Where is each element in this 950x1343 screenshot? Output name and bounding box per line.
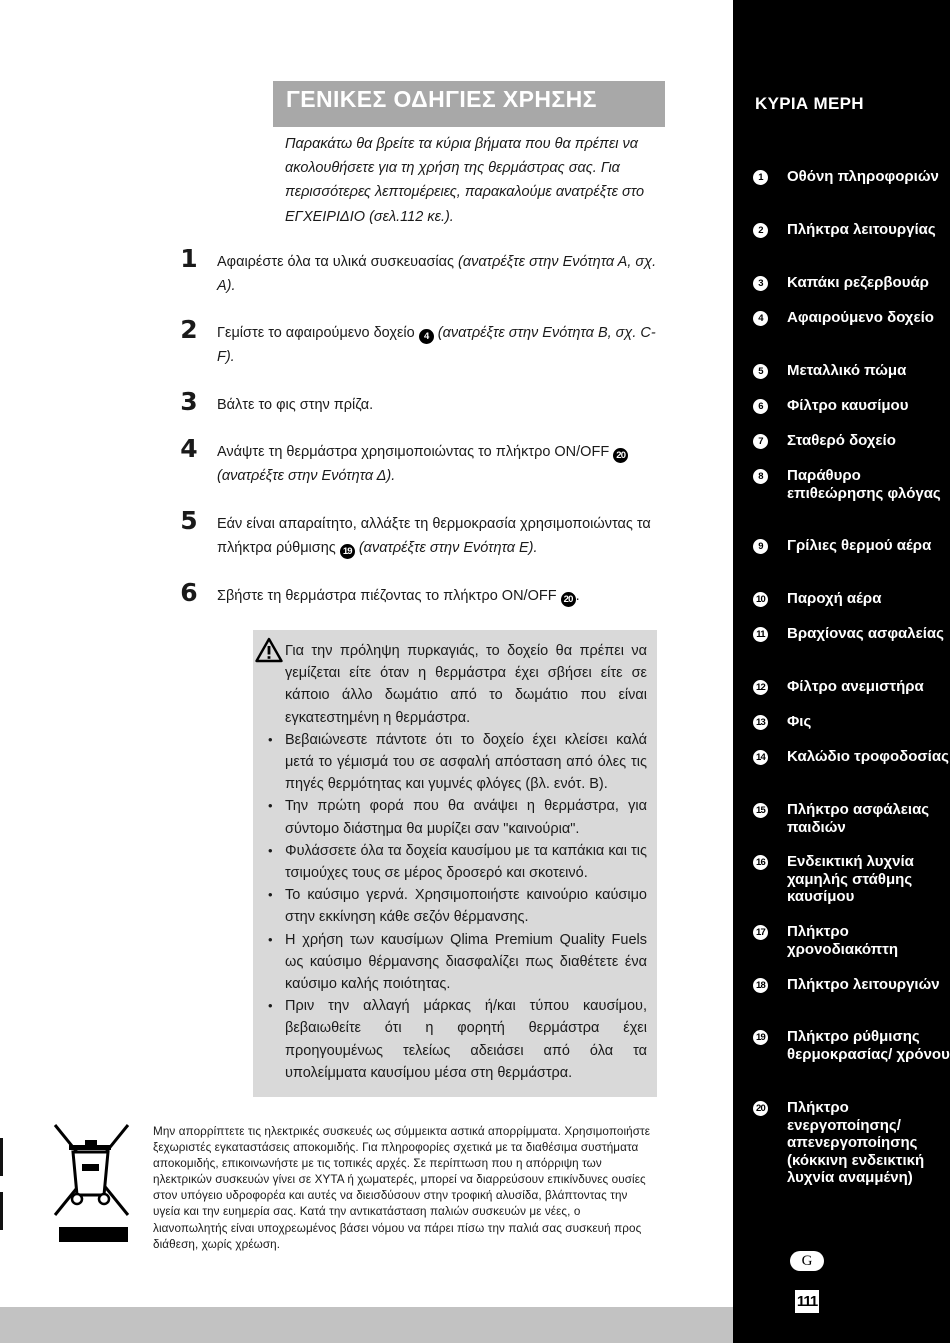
sidebar-title: ΚΥΡΙΑ ΜΕΡΗ bbox=[755, 94, 864, 113]
part-label: Πλήκτρα λειτουργίας bbox=[787, 221, 936, 238]
part-label: Φις bbox=[787, 713, 812, 730]
part-label: Οθόνη πληροφοριών bbox=[787, 168, 939, 185]
crossed-out-wheelie-bin-icon bbox=[52, 1121, 132, 1245]
margin-mark bbox=[0, 1192, 3, 1230]
part-label: Σταθερό δοχείο bbox=[787, 432, 896, 449]
part-number-badge: 1 bbox=[753, 170, 768, 185]
warning-item: • Φυλάσσετε όλα τα δοχεία καυσίμου με τα καπάκια και τις τσιμούχες τους σε μέρος δροσερό και σκοτεινό. bbox=[268, 842, 647, 882]
part-number-badge: 7 bbox=[753, 434, 768, 449]
warning-list bbox=[266, 640, 647, 1084]
part-label: Ενδεικτική λυχνία χαμηλής στάθμης καυσίμου bbox=[787, 853, 914, 905]
part-label: Γρίλιες θερμού αέρα bbox=[787, 537, 932, 554]
component-ref-badge: 4 bbox=[419, 329, 434, 344]
part-label: Πλήκτρο χρονοδιακόπτη bbox=[787, 923, 899, 958]
part-number-badge: 12 bbox=[753, 680, 768, 695]
part-number-badge: 9 bbox=[753, 539, 768, 554]
part-label: Βραχίονας ασφαλείας bbox=[787, 625, 944, 642]
part-label: Πλήκτρο ρύθμισης θερμοκρασίας/ χρόνου bbox=[787, 1028, 950, 1063]
title-banner bbox=[273, 81, 665, 127]
part-label: Φίλτρο καυσίμου bbox=[787, 397, 909, 414]
disposal-notice: Μην απορρίπτετε τις ηλεκτρικές συσκευές ως σύμμεικτα αστικά απορρίμματα. Χρησιμοποιήστε ξεχωριστές εγκαταστάσεις αποκομιδής. Για πληροφορίες σχετικά με τα διαθέσιμα συστήματα αποκομιδής, επικοινωνήστε με τις τοπικές αρχές. Σε περίπτωση που η απόρριψη των ηλεκτρικών συσκευών γίνει σε ΧΥΤΑ ή χωματερές, μπορεί να διαρρεύσουν επικίνδυνες ουσίες στον υπόγειο υδροφορέα και αυτές να διεισδύσουν στην τροφική αλυσίδα, βλάπτοντας την υγεία και την ευημερία σας. Κατά την αντικατάσταση παλιών συσκευών με νέες, ο λιανοπωλητής είναι υποχρεωμένος βάσει νόμου να πάρει πίσω την παλιά σας συσκευή προς διάθεση, χωρίς χρέωση. bbox=[153, 1125, 651, 1251]
part-label: Αφαιρούμενο δοχείο bbox=[787, 309, 934, 326]
part-label: Καπάκι ρεζερβουάρ bbox=[787, 274, 929, 291]
part-label: Μεταλλικό πώμα bbox=[787, 362, 907, 379]
intro-paragraph: Παρακάτω θα βρείτε τα κύρια βήματα που θα πρέπει να ακολουθήσετε για τη χρήση της θερμάστρας σας. Για περισσότερες λεπτομέρειες, παρακαλούμε ανατρέξτε στο ΕΓΧΕΙΡΙΔΙΟ (σελ.112 κε.). bbox=[285, 136, 645, 225]
warning-item: • Το καύσιμο γερνά. Χρησιμοποιήστε καινούριο καύσιμο στην εκκίνηση κάθε σεζόν θέρμανσης. bbox=[268, 887, 647, 926]
part-label: Φίλτρο ανεμιστήρα bbox=[787, 678, 924, 695]
part-number-badge: 4 bbox=[753, 311, 768, 326]
part-label: Παροχή αέρα bbox=[787, 590, 882, 607]
step-number: 5 bbox=[180, 506, 198, 535]
step-text: Ανάψτε τη θερμάστρα χρησιμοποιώντας το πλήκτρο ON/OFF 20 (ανατρέξτε στην Ενότητα Δ). bbox=[217, 440, 667, 488]
step-number: 3 bbox=[180, 387, 198, 416]
step-text: Εάν είναι απαραίτητο, αλλάξτε τη θερμοκρασία χρησιμοποιώντας τα πλήκτρα ρύθμισης 19 (ανατρέξτε στην Ενότητα Ε). bbox=[217, 516, 651, 558]
step-number: 1 bbox=[180, 244, 198, 273]
page-title: ΓΕΝΙΚΕΣ ΟΔΗΓΙΕΣ ΧΡΗΣΗΣ bbox=[286, 86, 597, 112]
warning-item: • Η χρήση των καυσίμων Qlima Premium Quality Fuels ως καύσιμο θέρμανσης διασφαλίζει πως διαθέτετε ένα καύσιμο καλής ποιότητας. bbox=[268, 931, 647, 993]
margin-mark bbox=[0, 1138, 3, 1176]
warning-item: • Πριν την αλλαγή μάρκας ή/και τύπου καυσίμου, βεβαιωθείτε ότι η φορητή θερμάστρα έχει προηγουμένως τελείως αδειάσει από όλα τα υπολείμματα καυσίμου μέσα στη θερμάστρα. bbox=[268, 998, 647, 1081]
part-number-badge: 13 bbox=[753, 715, 768, 730]
warning-intro: Για την πρόληψη πυρκαγιάς, το δοχείο θα πρέπει να γεμίζεται είτε όταν η θερμάστρα έχει σβήσει είτε σε κάποιο άλλο δωμάτιο από το δωμάτιο που είναι εγκατεστημένη η θερμάστρα. bbox=[285, 643, 647, 726]
warning-item: • Την πρώτη φορά που θα ανάψει η θερμάστρα, για σύντομο διάστημα θα μυρίζει σαν "καινούρια". bbox=[268, 798, 647, 837]
part-number-badge: 10 bbox=[753, 592, 768, 607]
part-number-badge: 17 bbox=[753, 925, 768, 940]
part-number-badge: 20 bbox=[753, 1101, 768, 1116]
footer-bar bbox=[0, 1307, 733, 1343]
part-number-badge: 15 bbox=[753, 803, 768, 818]
step-number: 2 bbox=[180, 315, 198, 344]
component-ref-badge: 19 bbox=[340, 544, 355, 559]
component-ref-badge: 20 bbox=[613, 448, 628, 463]
part-number-badge: 14 bbox=[753, 750, 768, 765]
language-badge: G bbox=[790, 1251, 824, 1271]
part-number-badge: 16 bbox=[753, 855, 768, 870]
part-number-badge: 5 bbox=[753, 364, 768, 379]
step-text: Βάλτε το φις στην πρίζα. bbox=[217, 397, 374, 413]
step-text: Αφαιρέστε όλα τα υλικά συσκευασίας (ανατρέξτε στην Ενότητα Α, σχ. Α). bbox=[217, 254, 657, 295]
warning-box bbox=[253, 630, 657, 1097]
part-label: Πλήκτρο λειτουργιών bbox=[787, 976, 940, 993]
step-number: 4 bbox=[180, 434, 198, 463]
parts-sidebar bbox=[733, 0, 950, 1343]
part-label: Καλώδιο τροφοδοσίας bbox=[787, 748, 949, 765]
part-number-badge: 2 bbox=[753, 223, 768, 238]
step-text: Σβήστε τη θερμάστρα πιέζοντας το πλήκτρο ON/OFF 20 . bbox=[217, 588, 580, 605]
part-number-badge: 8 bbox=[753, 469, 768, 484]
part-number-badge: 3 bbox=[753, 276, 768, 291]
step-number: 6 bbox=[180, 578, 198, 607]
part-label: Πλήκτρο ενεργοποίησης/ απενεργοποίησης (κόκκινη ενδεικτική λυχνία αναμμένη) bbox=[787, 1099, 925, 1186]
part-number-badge: 6 bbox=[753, 399, 768, 414]
part-number-badge: 19 bbox=[753, 1030, 768, 1045]
component-ref-badge: 20 bbox=[561, 592, 576, 607]
part-number-badge: 18 bbox=[753, 978, 768, 993]
part-number-badge: 11 bbox=[753, 627, 768, 642]
page-number: 111 bbox=[795, 1290, 819, 1313]
part-label: Πλήκτρο ασφάλειας παιδιών bbox=[787, 801, 930, 836]
part-label: Παράθυρο επιθεώρησης φλόγας bbox=[787, 467, 941, 502]
step-text: Γεμίστε το αφαιρούμενο δοχείο 4 (ανατρέξτε στην Ενότητα Β, σχ. C-F). bbox=[217, 325, 656, 366]
warning-item: • Βεβαιώνεστε πάντοτε ότι το δοχείο έχει κλείσει καλά μετά το γέμισμά του σε ασφαλή απόσταση από όλες τις πηγές θερμότητας και γυμνές φλόγες (βλ. ενότ. Β). bbox=[268, 731, 647, 793]
